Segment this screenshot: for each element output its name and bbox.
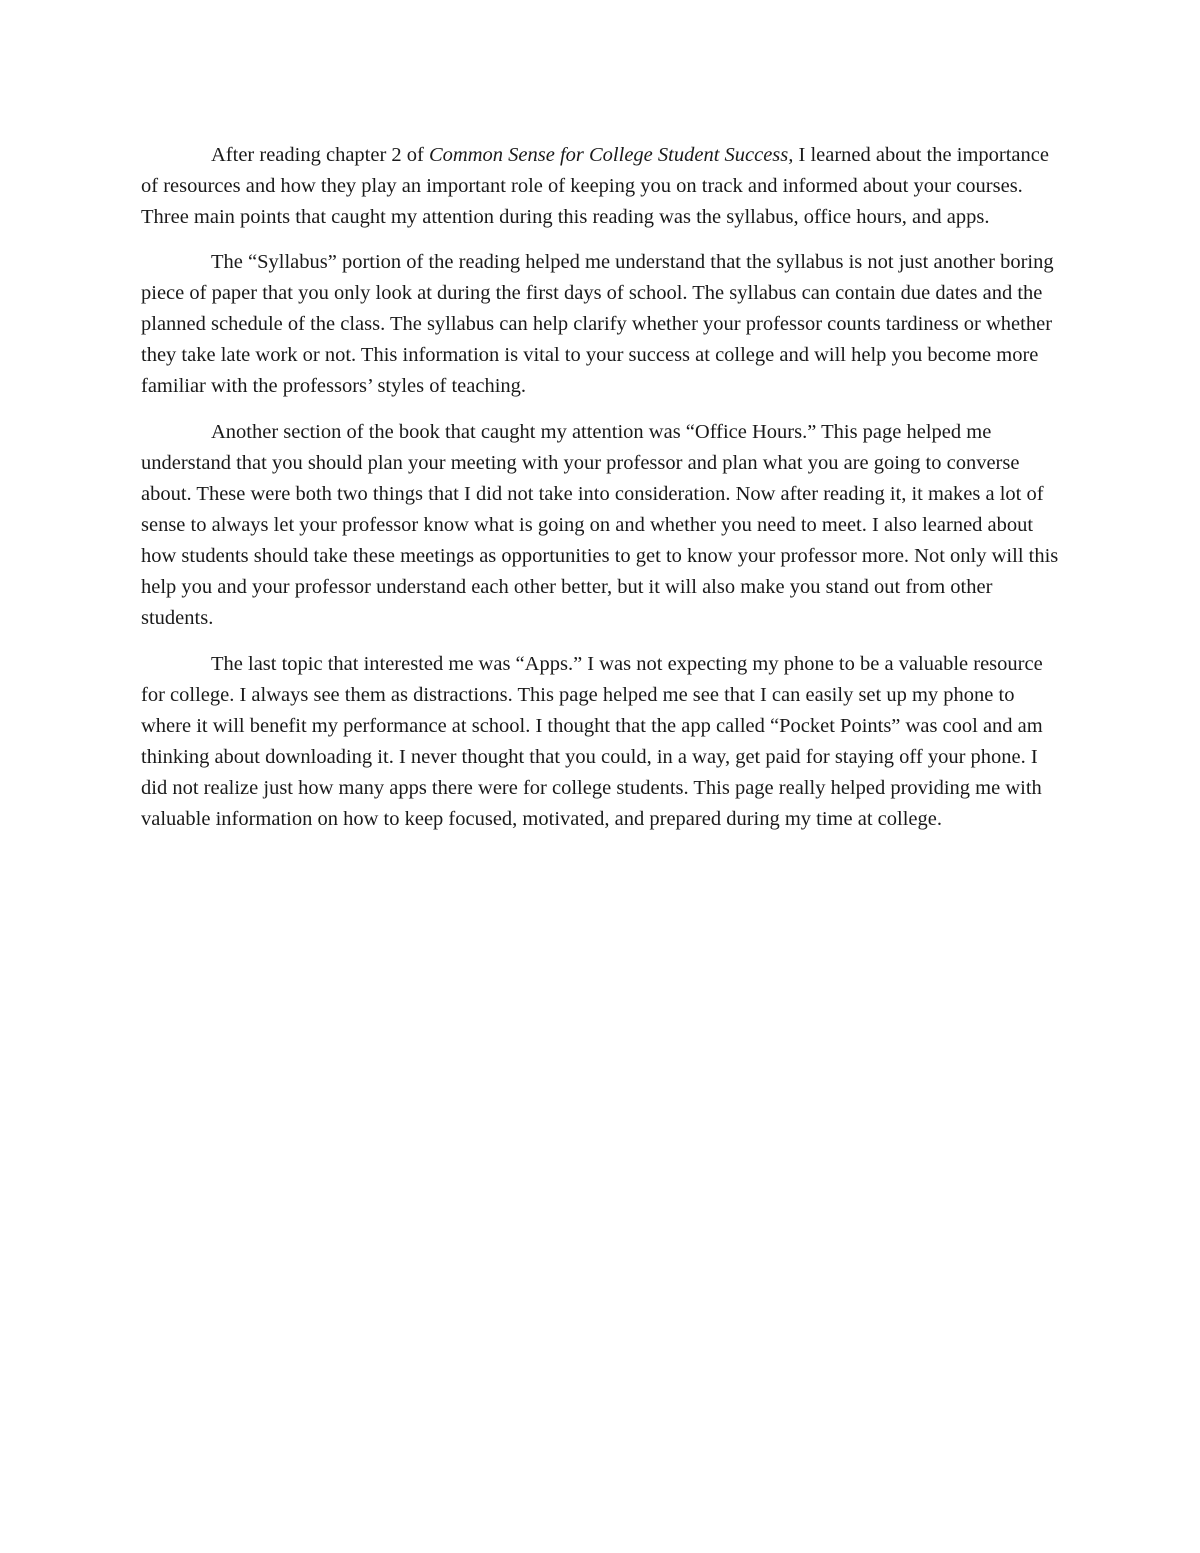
paragraph-intro — [141, 140, 1063, 233]
paragraph-intro-lead: After reading chapter 2 of — [211, 144, 429, 166]
paragraph-apps: The last topic that interested me was “Apps.” I was not expecting my phone to be a valuable resource for college. I always see them as distractions. This page helped me see that I can easily set up my phone to where it will benefit my performance at school. I thought that the app called “Pocket Points” was cool and am thinking about downloading it. I never thought that you could, in a way, get paid for staying off your phone. I did not realize just how many apps there were for college students. This page really helped providing me with valuable information on how to keep focused, motivated, and prepared during my time at college. — [141, 653, 1043, 830]
paragraph-office-hours: Another section of the book that caught my attention was “Office Hours.” This page helped me understand that you should plan your meeting with your professor and plan what you are going to converse about. These were both two things that I did not take into consideration. Now after reading it, it makes a lot of sense to always let your professor know what is going on and whether you need to meet. I also learned about how students should take these meetings as opportunities to get to know your professor more. Not only will this help you and your professor understand each other better, but it will also make you stand out from other students. — [141, 421, 1059, 629]
document-body — [141, 140, 1063, 850]
book-title: Common Sense for College Student Success, — [429, 144, 794, 166]
paragraph-intro-rest: I learned about the importance of resources and how they play an important role of keeping you on track and informed about your courses. Three main points that caught my attention during this reading was the syllabus, office hours, and apps. — [141, 144, 1049, 228]
paragraph-syllabus: The “Syllabus” portion of the reading helped me understand that the syllabus is not just another boring piece of paper that you only look at during the first days of school. The syllabus can contain due dates and the planned schedule of the class. The syllabus can help clarify whether your professor counts tardiness or whether they take late work or not. This information is vital to your success at college and will help you become more familiar with the professors’ styles of teaching. — [141, 251, 1054, 397]
